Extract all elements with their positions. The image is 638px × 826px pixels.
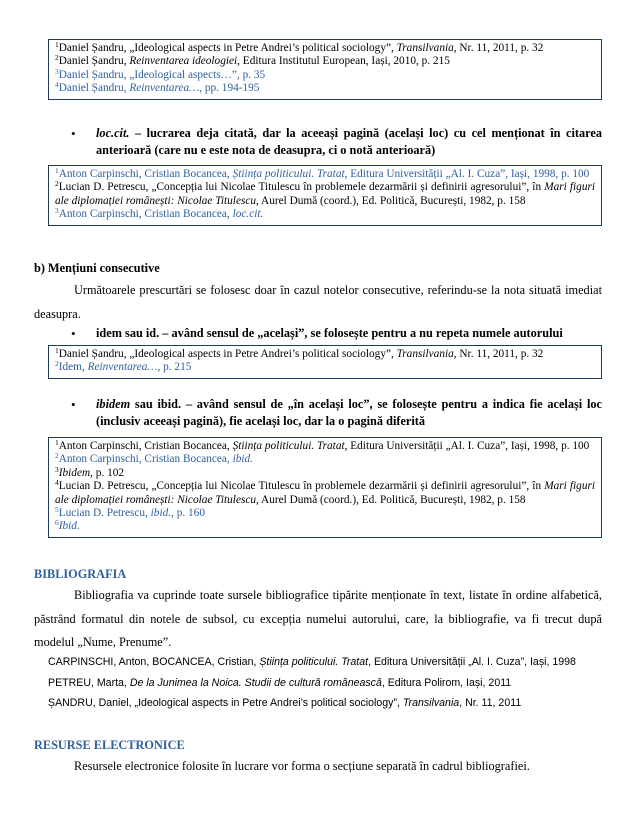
footnote-1: $^1$Daniel Șandru, „Ideological aspects in Petre Andrei’s political sociology”, Transilvania, Nr. 11, 2011, p. 32 (55, 40, 544, 54)
bullet-dot: • (71, 326, 76, 341)
term-idem: idem sau id. (96, 326, 160, 340)
footnote-2: $^2$Anton Carpinschi, Cristian Bocancea, ibid. (55, 451, 253, 466)
footnote-1: $^1$Anton Carpinschi, Cristian Bocancea, Știința politicului. Tratat, Editura Universității „Al. I. Cuza”, Iași, 1998, p. 100 (55, 438, 590, 452)
bullet-loc-cit (71, 125, 602, 159)
bullet-idem (71, 325, 602, 342)
footnote-3: $^3$Anton Carpinschi, Cristian Bocancea, loc.cit. (55, 206, 264, 221)
bullet-dot: • (71, 126, 76, 141)
section-paragraph: Următoarele prescurtări se folosesc doar în cazul notelor consecutive, referindu-se la nota situată imediat deasupra. (34, 283, 602, 321)
footnote-2: $^2$Idem, Reinventarea…, p. 215 (55, 359, 192, 374)
section-title-bibliografia: BIBLIOGRAFIA (34, 567, 127, 581)
resurse-paragraph: Resursele electronice folosite în lucrare vor forma o secțiune separată în cadrul bibliografiei. (74, 759, 530, 773)
footnote-6: $^6$Ibid. (55, 518, 80, 533)
footnote-box-2 (48, 165, 602, 226)
footnote-5: $^5$Lucian D. Petrescu, ibid., p. 160 (55, 505, 205, 520)
footnote-box-1 (48, 39, 602, 100)
section-title-resurse: RESURSE ELECTRONICE (34, 738, 185, 752)
bullet-dot: • (71, 397, 76, 412)
footnote-4: $^4$Daniel Șandru, Reinventarea…, pp. 194-195 (55, 80, 260, 95)
bibliografia-paragraph: Bibliografia va cuprinde toate sursele bibliografice tipărite menționate în text, listate în ordine alfabetică, păstrând formatul din notele de subsol, cu excepția numelui autorului, care, la bibliografie, va fi trecut după modelul „Nume, Prenume”. (34, 588, 602, 649)
bibliography-entry: PETREU, Marta, De la Junimea la Noica. Studii de cultură românească, Editura Polirom, Iași, 2011 (48, 677, 512, 689)
footnote-3: $^3$Ibidem, p. 102 (55, 464, 125, 479)
footnote-4: $^4$Lucian D. Petrescu, „Concepția lui Nicolae Titulescu în problemele dezarmării și definirii agresorului”, în Mari figuri ale diplomației românești: Nicolae Titulescu, Aurel Dumă (coord.), Ed. Politică, București, 1982, p. 158 (55, 478, 596, 506)
term-ibidem: ibidem (96, 397, 131, 411)
bullet-text: – lucrarea deja citată, dar la aceeași pagină (același loc) cu cel menționat în citarea anterioară (care nu e este nota de deasupra, ci o notă anterioară) (96, 126, 602, 157)
footnote-1: $^1$Daniel Șandru, „Ideological aspects in Petre Andrei’s political sociology”, Transilvania, Nr. 11, 2011, p. 32 (55, 346, 544, 360)
bullet-ibidem (71, 396, 602, 430)
footnote-2: $^2$Lucian D. Petrescu, „Concepția lui Nicolae Titulescu în problemele dezarmării și definirii agresorului”, în Mari figuri ale diplomației românești: Nicolae Titulescu, Aurel Dumă (coord.), Ed. Politică, București, 1982, p. 158 (55, 179, 596, 207)
bullet-text: – având sensul de „același”, se folosește pentru a nu repeta numele autorului (159, 326, 563, 340)
bibliography-entry: CARPINSCHI, Anton, BOCANCEA, Cristian, Știința politicului. Tratat, Editura Universității „Al. I. Cuza”, Iași, 1998 (48, 656, 576, 668)
term-loc-cit: loc.cit. (96, 126, 130, 140)
footnote-3: $^3$Daniel Șandru, „Ideological aspects…”, p. 35 (55, 66, 266, 81)
footnote-box-4 (48, 437, 602, 538)
bibliography-entry: ȘANDRU, Daniel, „Ideological aspects in Petre Andrei’s political sociology”, Transilvania, Nr. 11, 2011 (48, 697, 522, 709)
footnote-2: $^2$Daniel Șandru, Reinventarea ideologiei, Editura Institutul European, Iași, 2010, p. 215 (55, 53, 450, 68)
bullet-text: sau ibid. – având sensul de „în același loc”, se folosește pentru a indica fie același loc (inclusiv aceeași pagină), fie același loc, dar la o pagină diferită (96, 397, 602, 428)
footnote-box-3 (48, 345, 602, 379)
section-title-consecutive: b) Mențiuni consecutive (34, 261, 160, 275)
footnote-1: $^1$Anton Carpinschi, Cristian Bocancea, Știința politicului. Tratat, Editura Universității „Al. I. Cuza”, Iași, 1998, p. 100 (55, 166, 590, 180)
